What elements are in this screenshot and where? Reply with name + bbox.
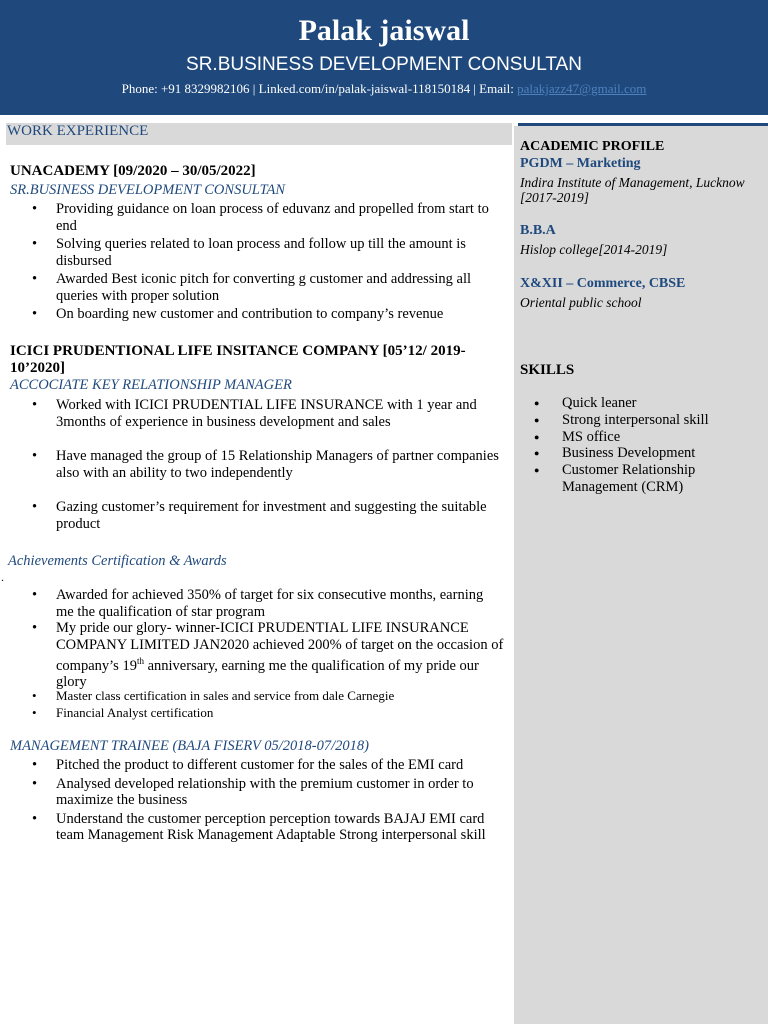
work-experience-heading: WORK EXPERIENCE (7, 123, 149, 139)
list-item: • My pride our glory- winner-ICICI PRUDENTIAL LIFE INSURANCE COMPANY LIMITED JAN2020 achieved 200% of target on the occasion of company’s 19th anniversary, earning me the qualification of my pride our glory (10, 620, 504, 691)
degree-bba: B.B.A (520, 223, 556, 238)
candidate-name: Palak jaiswal (298, 14, 470, 47)
list-item: • Worked with ICICI PRUDENTIAL LIFE INSURANCE with 1 year and 3months of experience in business development and sales (10, 397, 504, 430)
list-item: • Pitched the product to different customer for the sales of the EMI card (10, 757, 504, 774)
achievements-bullets (10, 587, 504, 691)
certification-bullets (10, 688, 504, 721)
unacademy-bullets (10, 201, 504, 323)
list-item: ● MS office (520, 429, 760, 446)
list-item: ● Business Development (520, 445, 760, 462)
unacademy-company: UNACADEMY [09/2020 – 30/05/2022] (10, 163, 256, 179)
list-item: ● Strong interpersonal skill (520, 412, 760, 429)
institute-pgdm: Indira Institute of Management, Lucknow [2017-2019] (520, 175, 745, 205)
icici-company: ICICI PRUDENTIONAL LIFE INSITANCE COMPANY [05’12/ 2019-10’2020] (10, 343, 466, 376)
skills-heading: SKILLS (520, 362, 575, 378)
list-item: • Understand the customer perception perception towards BAJAJ EMI card team Management Risk Management Adaptable Strong interpersonal skill (10, 811, 504, 844)
list-item: • Awarded for achieved 350% of target for six consecutive months, earning me the qualification of star program (10, 587, 504, 620)
list-item: • Analysed developed relationship with the premium customer in order to maximize the business (10, 776, 504, 809)
email-link[interactable]: palakjazz47@gmail.com (517, 81, 647, 96)
bajaj-bullets (10, 757, 504, 844)
list-item: • On boarding new customer and contribution to company’s revenue (10, 306, 504, 323)
list-item: ● Quick leaner (520, 395, 760, 412)
degree-pgdm: PGDM – Marketing (520, 156, 641, 171)
degree-school: X&XII – Commerce, CBSE (520, 276, 686, 291)
unacademy-role: SR.BUSINESS DEVELOPMENT CONSULTAN (10, 182, 286, 198)
list-item: • Gazing customer’s requirement for investment and suggesting the suitable product (10, 499, 504, 532)
contact-line (0, 81, 768, 97)
contact-details: Phone: +91 8329982106 | Linked.com/in/palak-jaiswal-118150184 | Email: (121, 81, 518, 96)
institute-bba: Hislop college[2014-2019] (520, 242, 668, 257)
list-item: • Financial Analyst certification (10, 705, 504, 722)
stray-dot: . (1, 570, 4, 584)
icici-bullets (10, 397, 504, 532)
list-item: • Providing guidance on loan process of eduvanz and propelled from start to end (10, 201, 504, 234)
list-item: • Have managed the group of 15 Relationship Managers of partner companies also with an ability to two independently (10, 448, 504, 481)
list-item: • Master class certification in sales and service from dale Carnegie (10, 688, 504, 705)
resume-header (0, 0, 768, 115)
bajaj-role: MANAGEMENT TRAINEE (BAJA FISERV 05/2018-07/2018) (10, 738, 369, 754)
list-item: ● Customer Relationship Management (CRM) (520, 462, 760, 496)
work-experience-bar (6, 123, 512, 145)
achievements-heading: Achievements Certification & Awards (8, 553, 227, 569)
icici-role: ACCOCIATE KEY RELATIONSHIP MANAGER (10, 377, 292, 393)
sidebar-panel (514, 126, 768, 1024)
skills-list (520, 395, 760, 496)
institute-school: Oriental public school (520, 295, 642, 310)
list-item: • Solving queries related to loan process and follow up till the amount is disbursed (10, 236, 504, 269)
candidate-title: SR.BUSINESS DEVELOPMENT CONSULTAN (186, 54, 582, 75)
list-item: • Awarded Best iconic pitch for converting g customer and addressing all queries with proper solution (10, 271, 504, 304)
academic-heading: ACADEMIC PROFILE (520, 139, 665, 154)
